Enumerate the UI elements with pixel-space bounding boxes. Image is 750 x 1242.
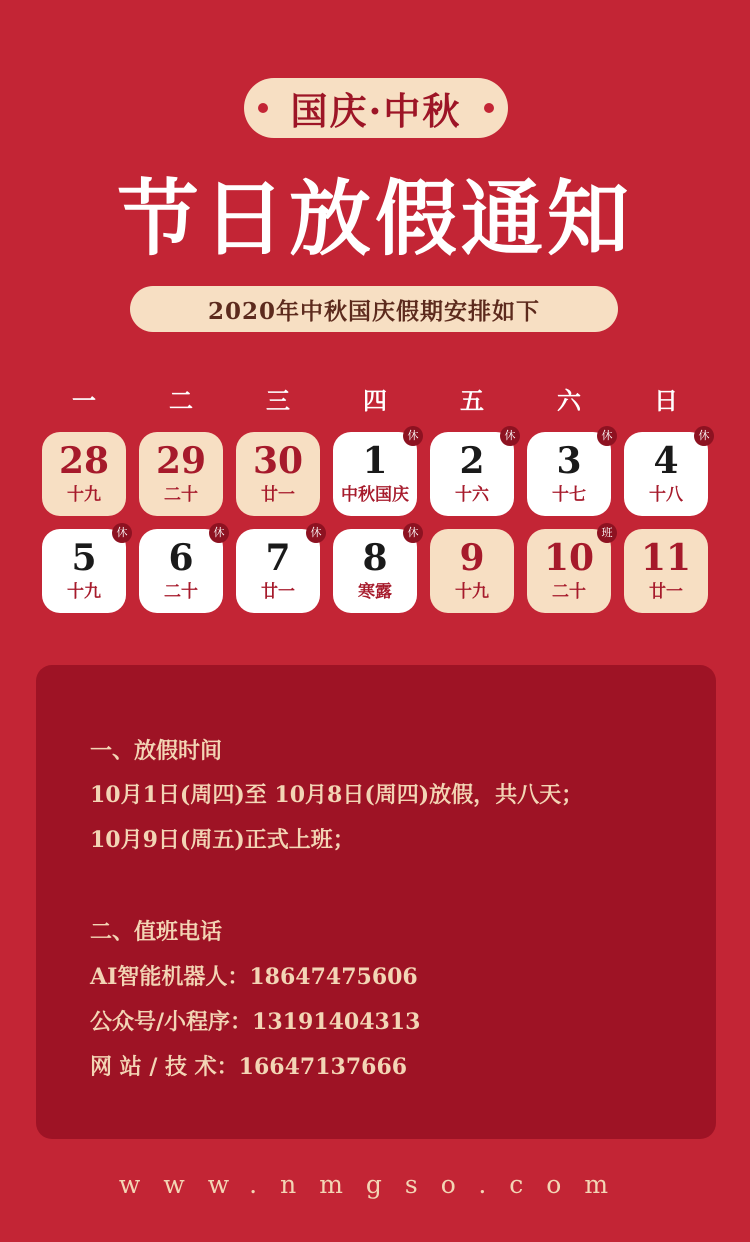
section-title-holiday: 一、放假时间 bbox=[90, 738, 223, 764]
work-resume: 10月9日(周五)正式上班； bbox=[90, 827, 355, 853]
lunar-date: 十九 bbox=[67, 485, 101, 505]
weekday-header bbox=[42, 384, 707, 418]
calendar-day bbox=[624, 529, 708, 613]
lunar-date: 二十 bbox=[552, 582, 586, 602]
calendar-day bbox=[42, 432, 126, 516]
calendar-day bbox=[430, 429, 516, 516]
day-number: 4 bbox=[653, 440, 679, 482]
calendar-day bbox=[42, 526, 128, 613]
day-number: 5 bbox=[71, 537, 97, 579]
rest-tag: 休 bbox=[112, 523, 132, 543]
day-number: 2 bbox=[459, 440, 485, 482]
rest-tag: 休 bbox=[403, 523, 423, 543]
day-number: 8 bbox=[362, 537, 388, 579]
calendar-day bbox=[139, 432, 223, 516]
lunar-date: 中秋国庆 bbox=[341, 485, 409, 505]
day-number: 29 bbox=[155, 440, 207, 482]
rest-tag: 休 bbox=[597, 426, 617, 446]
weekday-label: 一 bbox=[72, 386, 96, 415]
phone-ai: AI智能机器人：18647475606 bbox=[90, 964, 418, 990]
calendar-day bbox=[333, 429, 419, 516]
lunar-date: 寒露 bbox=[358, 582, 392, 602]
calendar-day bbox=[236, 526, 322, 613]
weekday-label: 日 bbox=[654, 386, 678, 415]
lunar-date: 二十 bbox=[164, 582, 198, 602]
weekday-label: 二 bbox=[169, 386, 193, 415]
website-footer: www.nmgso.com bbox=[118, 1170, 632, 1199]
day-number: 7 bbox=[265, 537, 291, 579]
lunar-date: 十九 bbox=[67, 582, 101, 602]
day-number: 1 bbox=[362, 440, 388, 482]
lunar-date: 十六 bbox=[455, 485, 489, 505]
lunar-date: 二十 bbox=[164, 485, 198, 505]
calendar-day bbox=[527, 526, 613, 613]
lunar-date: 廿一 bbox=[649, 582, 683, 602]
rest-tag: 休 bbox=[694, 426, 714, 446]
day-number: 28 bbox=[58, 440, 110, 482]
holiday-period: 10月1日(周四)至 10月8日(周四)放假，共八天； bbox=[90, 782, 584, 808]
calendar-day bbox=[236, 432, 320, 516]
rest-tag: 休 bbox=[306, 523, 326, 543]
lunar-date: 十八 bbox=[649, 485, 683, 505]
day-number: 9 bbox=[459, 537, 485, 579]
calendar-day bbox=[527, 429, 613, 516]
page-subtitle: 2020年中秋国庆假期安排如下 bbox=[130, 286, 618, 332]
day-number: 3 bbox=[556, 440, 582, 482]
header-badge bbox=[244, 78, 508, 138]
weekday-label: 三 bbox=[266, 386, 290, 415]
phone-website: 网 站 / 技 术：16647137666 bbox=[90, 1054, 408, 1080]
badge-dot-right bbox=[484, 103, 494, 113]
page-title: 节日放假通知 bbox=[116, 171, 633, 267]
weekday-label: 六 bbox=[557, 386, 581, 415]
lunar-date: 十九 bbox=[455, 582, 489, 602]
calendar-day bbox=[139, 526, 225, 613]
badge-dot-left bbox=[258, 103, 268, 113]
rest-tag: 休 bbox=[500, 426, 520, 446]
phone-miniprogram: 公众号/小程序：13191404313 bbox=[90, 1009, 421, 1035]
calendar-day bbox=[333, 526, 419, 613]
weekday-label: 四 bbox=[363, 386, 387, 415]
rest-tag: 休 bbox=[403, 426, 423, 446]
section-title-duty: 二、值班电话 bbox=[90, 919, 223, 945]
calendar-day bbox=[624, 429, 710, 516]
lunar-date: 廿一 bbox=[261, 485, 295, 505]
rest-tag: 休 bbox=[209, 523, 229, 543]
day-number: 6 bbox=[168, 537, 194, 579]
badge-text: 国庆·中秋 bbox=[244, 78, 508, 138]
lunar-date: 十七 bbox=[552, 485, 586, 505]
workday-tag: 班 bbox=[597, 523, 617, 543]
lunar-date: 廿一 bbox=[261, 582, 295, 602]
day-number: 30 bbox=[252, 440, 304, 482]
day-number: 10 bbox=[543, 537, 595, 579]
day-number: 11 bbox=[640, 537, 692, 579]
weekday-label: 五 bbox=[460, 386, 484, 415]
calendar-day bbox=[430, 529, 514, 613]
